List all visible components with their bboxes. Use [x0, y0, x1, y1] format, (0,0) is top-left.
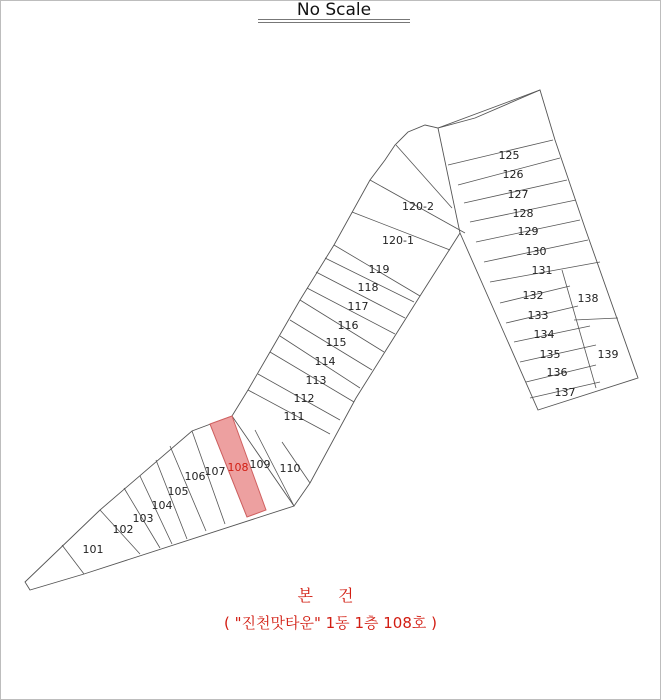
unit-label-105: 105 — [167, 485, 189, 498]
unit-label-116: 116 — [337, 319, 359, 332]
unit-label-135: 135 — [539, 348, 561, 361]
unit-label-104: 104 — [151, 499, 173, 512]
unit-label-102: 102 — [112, 523, 134, 536]
unit-label-112: 112 — [293, 392, 315, 405]
unit-dividers — [62, 140, 618, 574]
unit-label-139: 139 — [597, 348, 619, 361]
unit-label-101: 101 — [82, 543, 104, 556]
unit-label-109: 109 — [249, 458, 271, 471]
unit-label-127: 127 — [507, 188, 529, 201]
unit-label-136: 136 — [546, 366, 568, 379]
unit-label-113: 113 — [305, 374, 327, 387]
caption-title: 본 건 — [297, 586, 364, 605]
unit-label-114: 114 — [314, 355, 336, 368]
unit-label-130: 130 — [525, 245, 547, 258]
unit-label-107: 107 — [204, 465, 226, 478]
unit-label-108: 108 — [227, 461, 249, 474]
unit-label-131: 131 — [531, 264, 553, 277]
scale-label: No Scale — [296, 0, 372, 20]
unit-label-125: 125 — [498, 149, 520, 162]
unit-label-128: 128 — [512, 207, 534, 220]
unit-label-120-1: 120-1 — [382, 234, 414, 247]
unit-label-137: 137 — [554, 386, 576, 399]
caption-subtitle: ( "진천맛타운" 1동 1층 108호 ) — [224, 614, 437, 632]
unit-label-119: 119 — [368, 263, 390, 276]
unit-label-110: 110 — [279, 462, 301, 475]
unit-label-117: 117 — [347, 300, 369, 313]
unit-label-120-2: 120-2 — [402, 200, 434, 213]
unit-label-132: 132 — [522, 289, 544, 302]
unit-label-126: 126 — [502, 168, 524, 181]
unit-label-106: 106 — [184, 470, 206, 483]
unit-labels — [83, 149, 619, 556]
unit-label-129: 129 — [517, 225, 539, 238]
unit-label-134: 134 — [533, 328, 555, 341]
unit-label-111: 111 — [283, 410, 305, 423]
unit-label-118: 118 — [357, 281, 379, 294]
unit-label-133: 133 — [527, 309, 549, 322]
unit-label-115: 115 — [325, 336, 347, 349]
unit-label-103: 103 — [132, 512, 154, 525]
unit-label-138: 138 — [577, 292, 599, 305]
